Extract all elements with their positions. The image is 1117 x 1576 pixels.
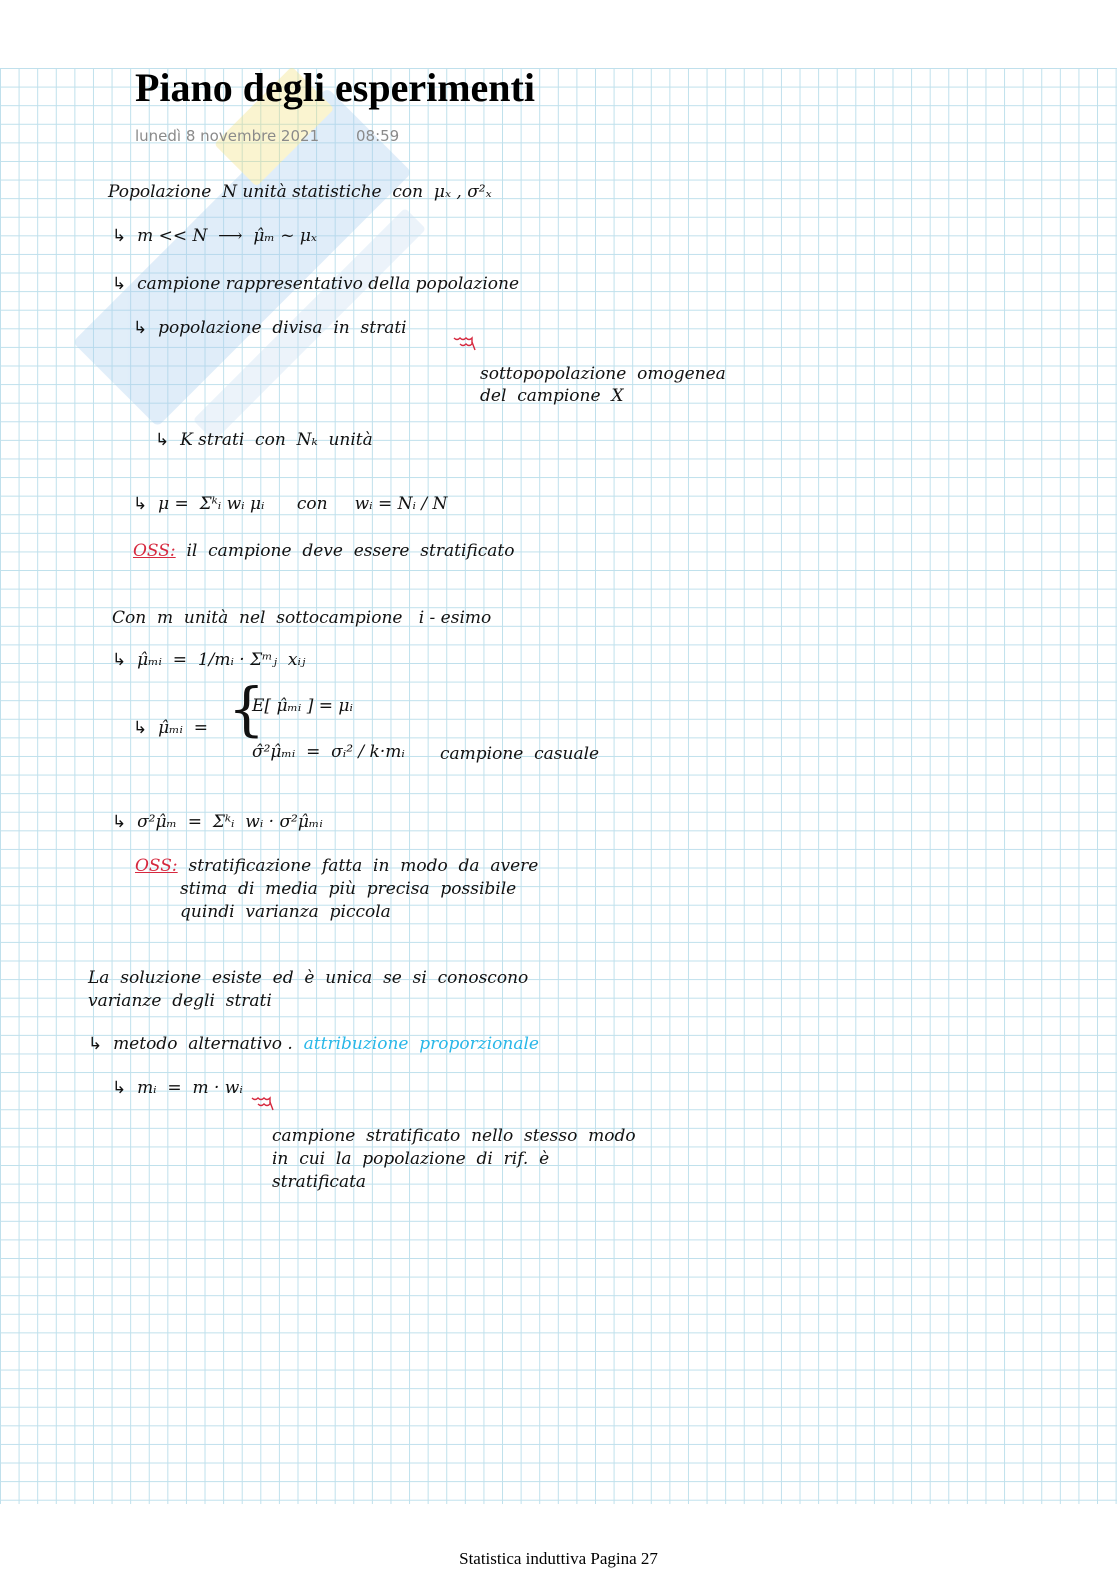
page-title: Piano degli esperimenti (135, 65, 535, 110)
arrow-icon: ↳ (133, 494, 148, 514)
arrow-icon: ↳ (112, 812, 127, 832)
formula-expectation: E[ μ̂ₘᵢ ] = μᵢ (252, 696, 353, 716)
squiggle-arrow-icon (250, 1096, 276, 1118)
brace-icon: { (228, 675, 265, 743)
note-text: il campione deve essere stratificato (186, 541, 515, 561)
formula: μ̂ₘᵢ = 1/mᵢ · Σᵐⱼ xᵢⱼ (137, 650, 306, 670)
note-line-strata (133, 318, 407, 339)
oss-line-1 (133, 541, 514, 562)
note-stratified-a: campione stratificato nello stesso modo (272, 1126, 636, 1146)
note-line-sample-size (112, 226, 317, 247)
note-line-subsample: Con m unità nel sottocampione i - esimo (112, 608, 492, 628)
note-text: m << N ⟶ μ̂ₘ ~ μₓ (137, 226, 317, 246)
page-date: lunedì 8 novembre 2021 (135, 127, 320, 145)
oss-label: OSS: (135, 856, 178, 876)
note-subpopulation-b: del campione X (480, 386, 624, 406)
arrow-icon: ↳ (88, 1034, 103, 1054)
page-time: 08:59 (356, 127, 400, 145)
note-line-estimator (133, 718, 208, 739)
arrow-icon: ↳ (112, 1078, 127, 1098)
arrow-icon: ↳ (112, 226, 127, 246)
note-line-alternative (88, 1034, 539, 1055)
note-text: stratificazione fatta in modo da avere (188, 856, 539, 876)
note-line-k-strata (155, 430, 373, 451)
formula: σ²μ̂ₘ = Σᵏᵢ wᵢ · σ²μ̂ₘᵢ (137, 812, 323, 832)
formula: μ̂ₘᵢ = (158, 718, 209, 738)
note-text: metodo alternativo . (113, 1034, 293, 1054)
note-subpopulation-a: sottopopolazione omogenea (480, 364, 726, 384)
note-text: K strati con Nₖ unità (180, 430, 373, 450)
formula: mᵢ = m · wᵢ (137, 1078, 243, 1098)
note-text: popolazione divisa in strati (158, 318, 407, 338)
arrow-icon: ↳ (133, 318, 148, 338)
note-line-sample-mean (112, 650, 305, 671)
arrow-icon: ↳ (112, 274, 127, 294)
note-line-population: Popolazione N unità statistiche con μₓ , σ²ₓ (108, 182, 492, 202)
oss-line-2b: stima di media più precisa possibile (180, 879, 517, 899)
note-line-weighted-mean (133, 494, 447, 515)
note-stratified-b: in cui la popolazione di rif. è (272, 1149, 550, 1169)
oss-line-2 (135, 856, 538, 877)
note-solution-b: varianze degli strati (88, 991, 272, 1011)
note-line-proportional (112, 1078, 243, 1099)
squiggle-arrow-icon (452, 336, 478, 358)
note-random-sample: campione casuale (440, 744, 600, 764)
page-footer: Statistica induttiva Pagina 27 (459, 1549, 658, 1568)
formula: μ = Σᵏᵢ wᵢ μᵢ con wᵢ = Nᵢ / N (158, 494, 448, 514)
note-stratified-c: stratificata (272, 1172, 367, 1192)
oss-label: OSS: (133, 541, 176, 561)
note-line-total-variance (112, 812, 323, 833)
note-line-representative (112, 274, 519, 295)
oss-line-2c: quindi varianza piccola (180, 902, 391, 922)
arrow-icon: ↳ (133, 718, 148, 738)
note-text: campione rappresentativo della popolazione (137, 274, 520, 294)
note-solution-a: La soluzione esiste ed è unica se si conoscono (88, 968, 529, 988)
highlight-text: attribuzione proporzionale (303, 1034, 539, 1054)
formula-variance: σ̂²μ̂ₘᵢ = σᵢ² / k·mᵢ (252, 742, 405, 762)
arrow-icon: ↳ (112, 650, 127, 670)
arrow-icon: ↳ (155, 430, 170, 450)
